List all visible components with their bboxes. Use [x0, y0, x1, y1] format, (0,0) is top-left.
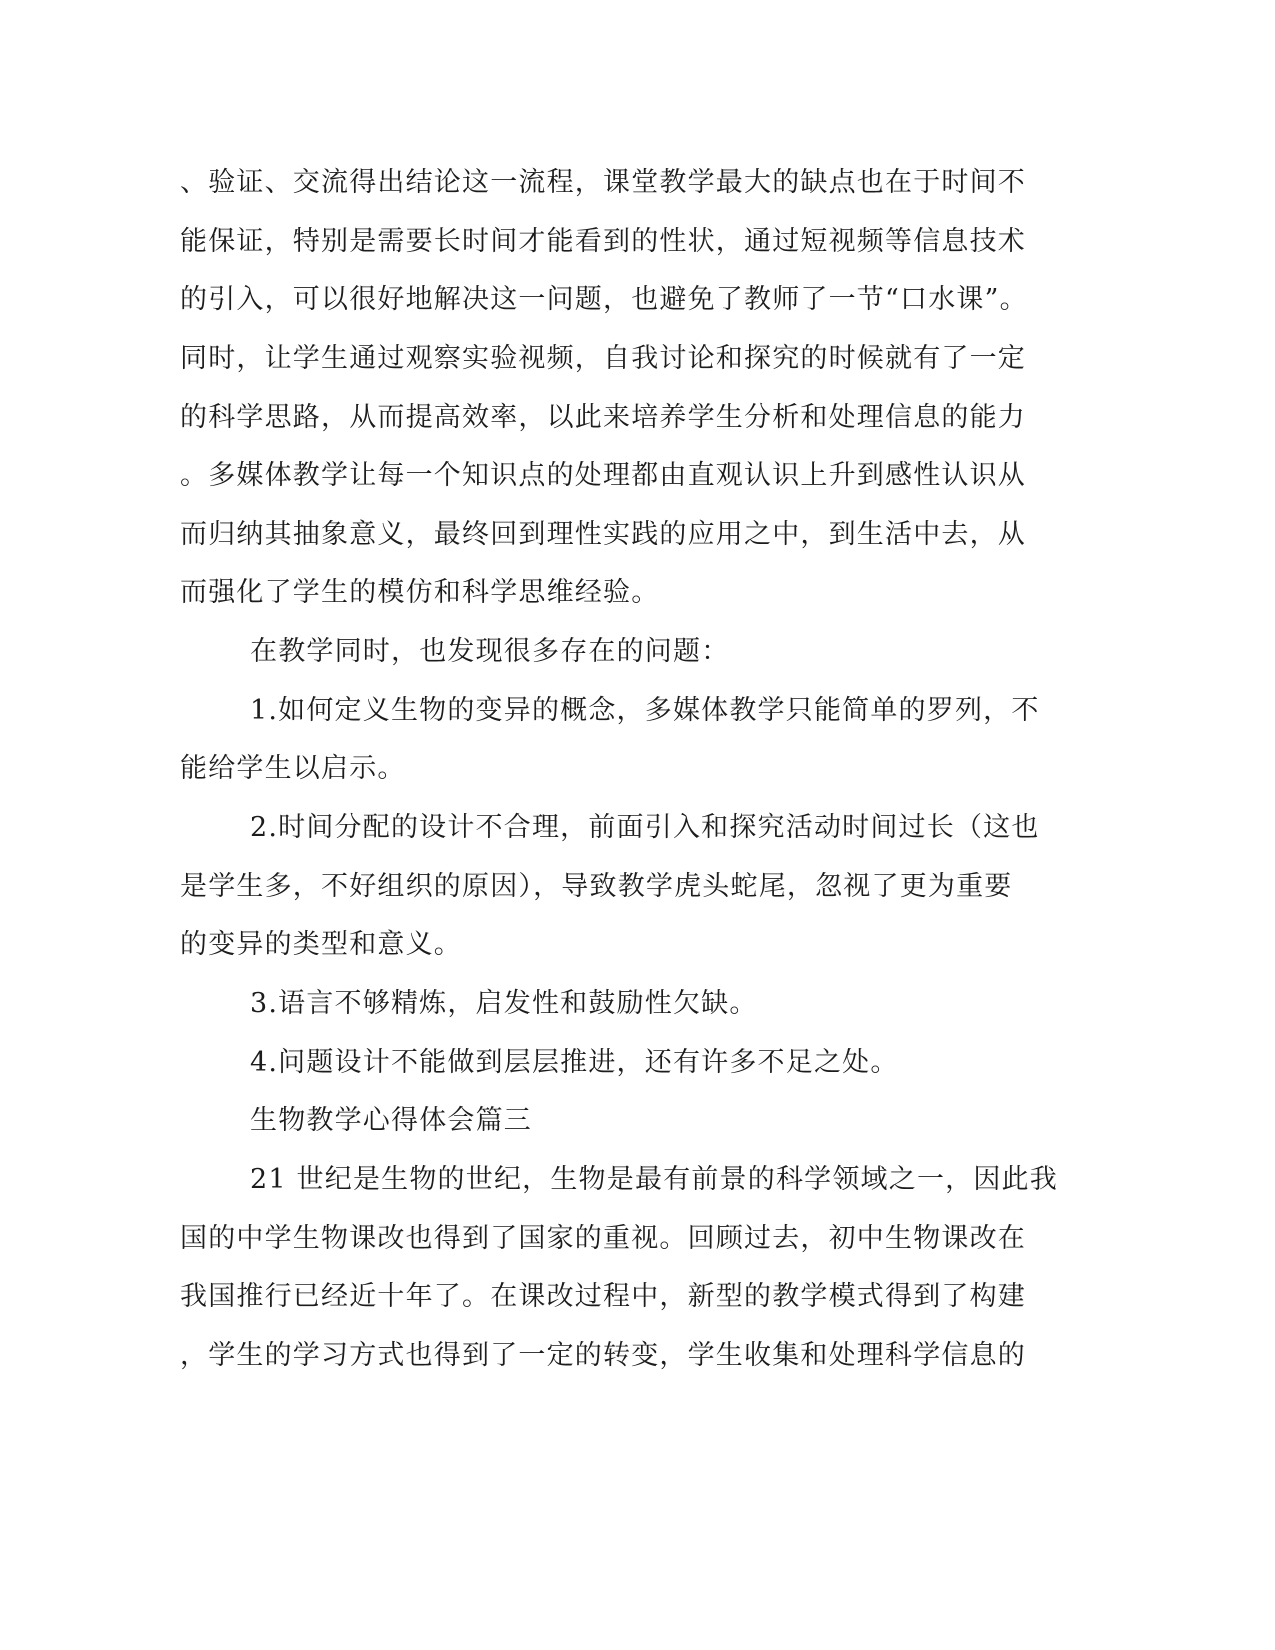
text-line: 是学生多，不好组织的原因），导致教学虎头蛇尾，忽视了更为重要	[180, 870, 1013, 902]
text-line: 2.时间分配的设计不合理，前面引入和探究活动时间过长（这也	[250, 812, 1040, 844]
text-line: 而归纳其抽象意义，最终回到理性实践的应用之中，到生活中去，从	[180, 518, 1026, 550]
document-body	[180, 154, 1140, 1385]
text-line: 1.如何定义生物的变异的概念，多媒体教学只能简单的罗列，不	[250, 694, 1040, 726]
text-line: 、验证、交流得出结论这一流程，课堂教学最大的缺点也在于时间不	[180, 167, 1026, 198]
text-line: 21 世纪是生物的世纪，生物是最有前景的科学领域之一，因此我	[250, 1163, 1058, 1195]
list-item-1	[180, 682, 1140, 799]
text-line: 能给学生以启示。	[180, 753, 406, 785]
list-item-3	[180, 975, 1140, 1034]
text-line: 的变异的类型和意义。	[180, 929, 462, 961]
text-line: 而强化了学生的模仿和科学思维经验。	[180, 577, 660, 609]
text-line: 在教学同时，也发现很多存在的问题：	[250, 636, 730, 668]
text-line: 能保证，特别是需要长时间才能看到的性状，通过短视频等信息技术	[180, 225, 1026, 257]
paragraph-section-three	[180, 1151, 1140, 1386]
text-line: 。多媒体教学让每一个知识点的处理都由直观认识上升到感性认识从	[180, 460, 1026, 492]
paragraph-continuation	[180, 154, 1140, 623]
list-item-4	[180, 1034, 1140, 1093]
paragraph-problems-intro	[180, 623, 1140, 682]
text-line: 我国推行已经近十年了。在课改过程中，新型的教学模式得到了构建	[180, 1281, 1026, 1313]
text-line: ，学生的学习方式也得到了一定的转变，学生收集和处理科学信息的	[180, 1339, 1026, 1371]
text-line: 同时，让学生通过观察实验视频，自我讨论和探究的时候就有了一定	[180, 342, 1026, 374]
list-item-2	[180, 799, 1140, 975]
text-line: 国的中学生物课改也得到了国家的重视。回顾过去，初中生物课改在	[180, 1222, 1026, 1254]
text-line: 的科学思路，从而提高效率，以此来培养学生分析和处理信息的能力	[180, 401, 1026, 433]
text-line: 3.语言不够精炼，启发性和鼓励性欠缺。	[250, 987, 758, 1019]
text-line: 4.问题设计不能做到层层推进，还有许多不足之处。	[250, 1046, 899, 1078]
section-heading-text: 生物教学心得体会篇三	[250, 1105, 532, 1137]
section-heading	[180, 1092, 1140, 1151]
text-line: 的引入，可以很好地解决这一问题，也避免了教师了一节“口水课”。	[180, 284, 1028, 316]
